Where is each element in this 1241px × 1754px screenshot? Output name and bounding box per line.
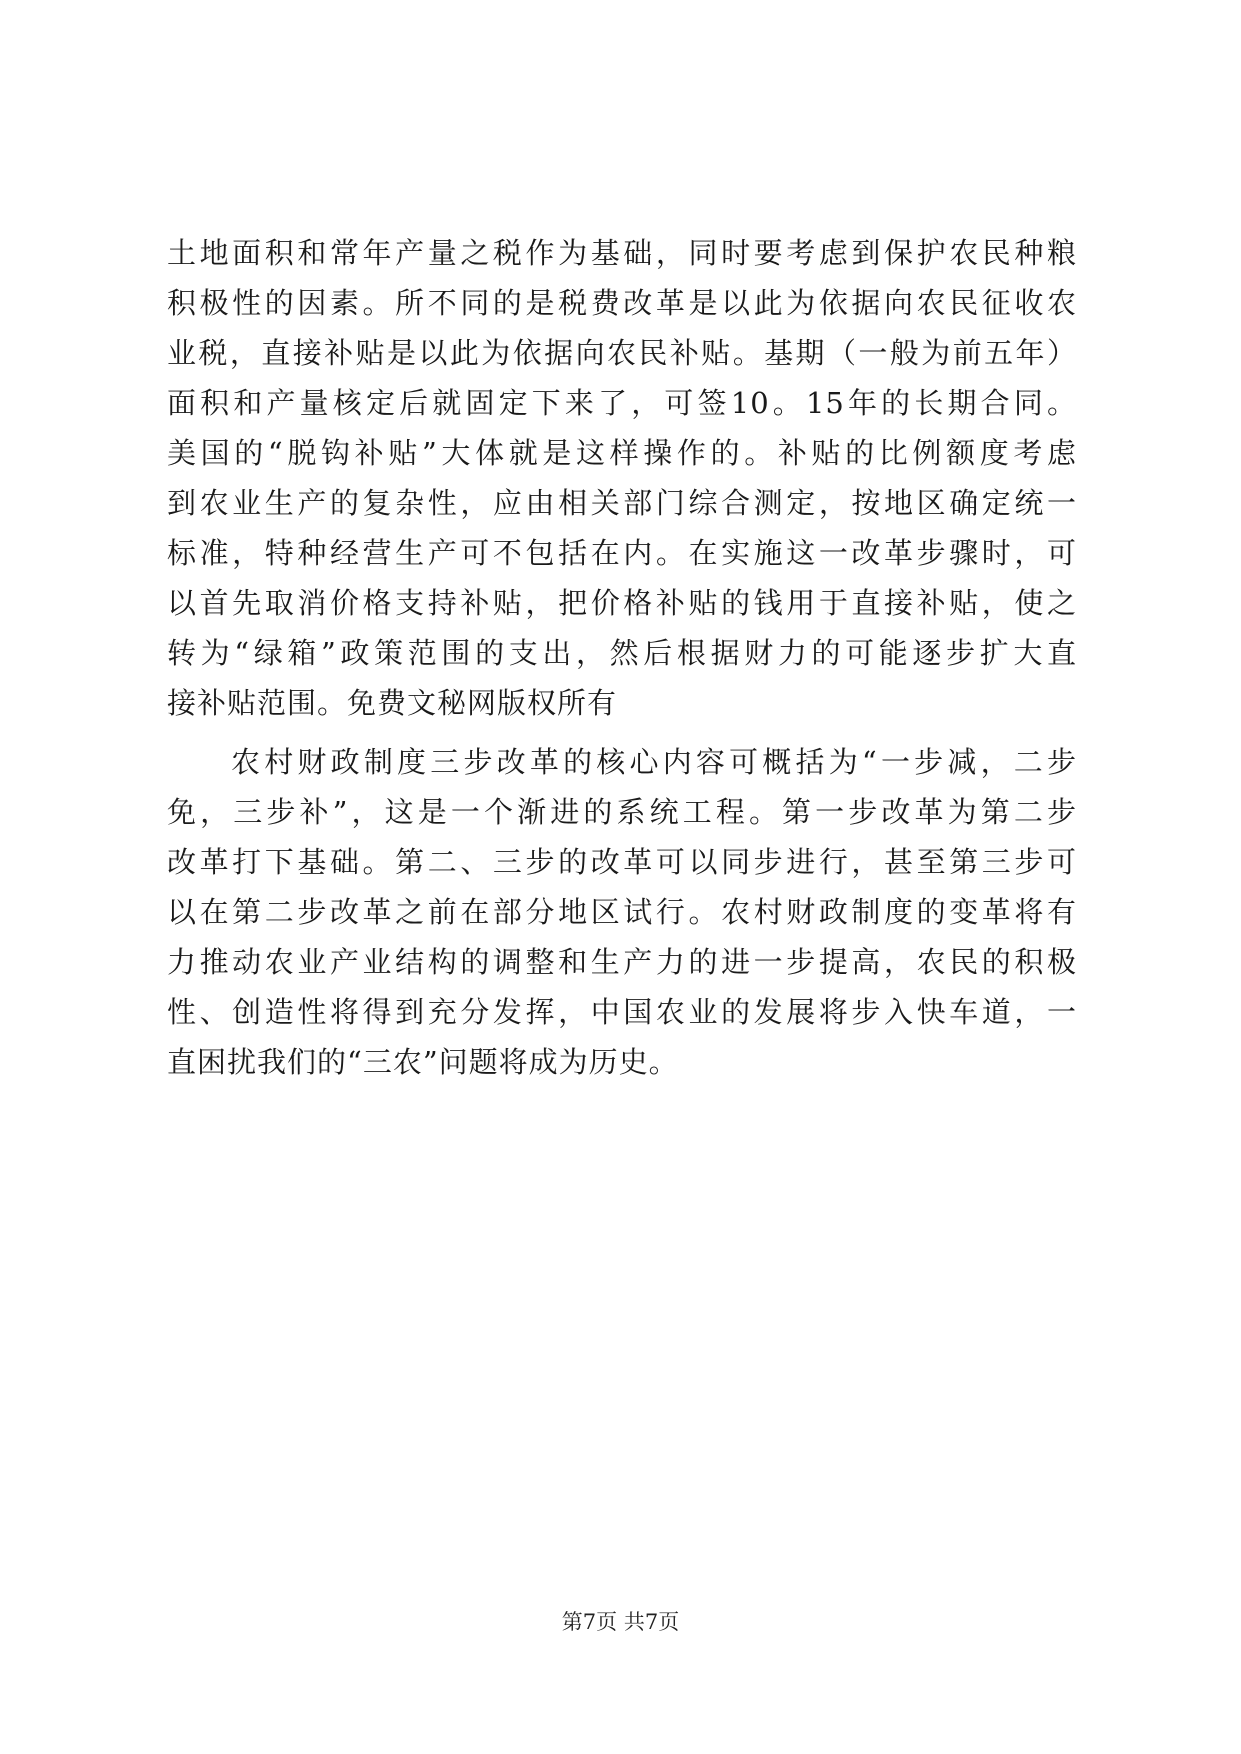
body-text xyxy=(167,228,1077,1087)
paragraph-1 xyxy=(167,228,1077,728)
text-line: 农村财政制度三步改革的核心内容可概括为“一步减，二步 xyxy=(231,745,1077,779)
text-line: 免，三步补”，这是一个渐进的系统工程。第一步改革为第二步 xyxy=(167,795,1077,829)
text-line: 面积和产量核定后就固定下来了，可签10。15年的长期合同。 xyxy=(167,386,1077,420)
text-line: 以在第二步改革之前在部分地区试行。农村财政制度的变革将有 xyxy=(167,895,1077,929)
text-line: 美国的“脱钩补贴”大体就是这样操作的。补贴的比例额度考虑 xyxy=(167,436,1077,470)
text-line: 土地面积和常年产量之税作为基础，同时要考虑到保护农民种粮 xyxy=(167,236,1077,270)
text-line: 标准，特种经营生产可不包括在内。在实施这一改革步骤时，可 xyxy=(167,536,1077,570)
text-line: 以首先取消价格支持补贴，把价格补贴的钱用于直接补贴，使之 xyxy=(167,586,1077,620)
text-line: 接补贴范围。免费文秘网版权所有 xyxy=(167,686,618,720)
page-number-footer: 第7页 共7页 xyxy=(561,1610,680,1634)
text-line: 到农业生产的复杂性，应由相关部门综合测定，按地区确定统一 xyxy=(167,486,1077,520)
paragraph-2 xyxy=(167,737,1077,1087)
text-line: 积极性的因素。所不同的是税费改革是以此为依据向农民征收农 xyxy=(167,286,1077,320)
text-line: 业税，直接补贴是以此为依据向农民补贴。基期（一般为前五年） xyxy=(167,336,1077,370)
text-line: 直困扰我们的“三农”问题将成为历史。 xyxy=(167,1045,679,1079)
text-line: 改革打下基础。第二、三步的改革可以同步进行，甚至第三步可 xyxy=(167,845,1077,879)
text-line: 转为“绿箱”政策范围的支出，然后根据财力的可能逐步扩大直 xyxy=(167,636,1077,670)
text-line: 性、创造性将得到充分发挥，中国农业的发展将步入快车道，一 xyxy=(167,995,1077,1029)
text-line: 力推动农业产业结构的调整和生产力的进一步提高，农民的积极 xyxy=(167,945,1077,979)
